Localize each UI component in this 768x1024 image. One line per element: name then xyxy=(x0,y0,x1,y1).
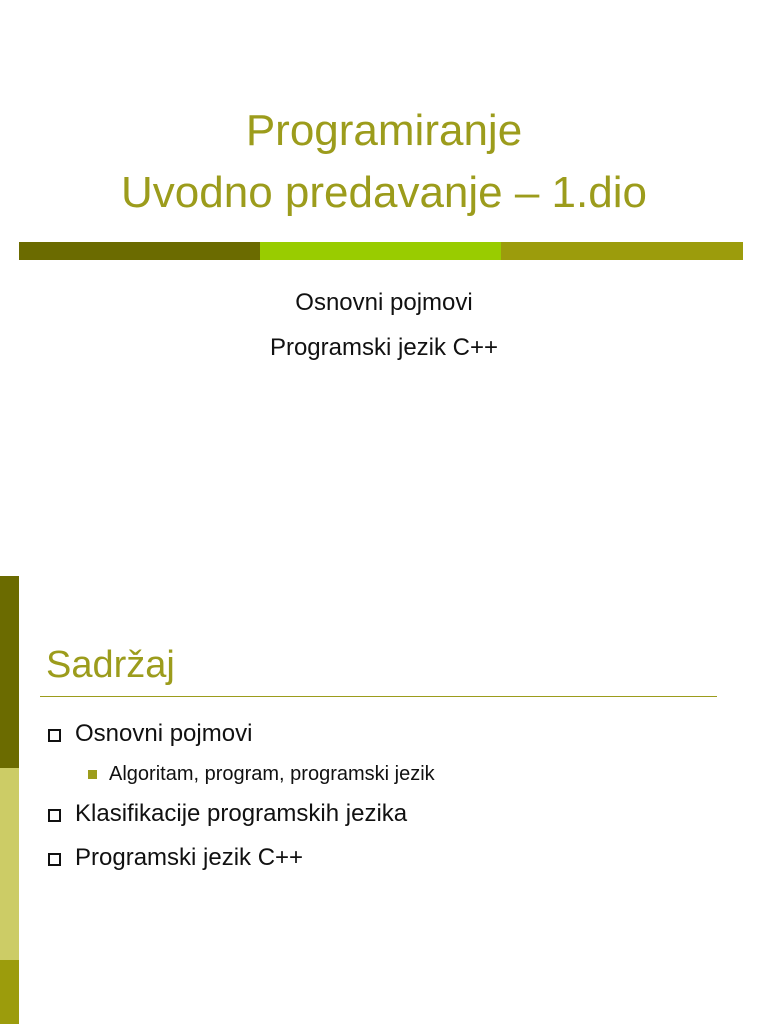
divider-stripe-lime xyxy=(260,242,501,260)
hollow-square-bullet-icon xyxy=(48,853,61,866)
list-item-text: Osnovni pojmovi xyxy=(75,720,253,747)
side-accent-bar-olive xyxy=(0,960,19,1024)
divider-stripe-dark xyxy=(19,242,260,260)
subtitle-line-2: Programski jezik C++ xyxy=(269,334,499,361)
list-item xyxy=(48,714,728,754)
side-accent-bar-dark xyxy=(0,576,19,768)
title-line-1: Programiranje xyxy=(245,106,523,155)
hollow-square-bullet-icon xyxy=(48,729,61,742)
list-item-sub xyxy=(48,758,728,790)
list-item-text: Programski jezik C++ xyxy=(75,844,304,871)
slide-1-title xyxy=(0,100,768,224)
title-underline xyxy=(40,696,717,697)
list-item-text: Klasifikacije programskih jezika xyxy=(75,800,408,827)
list-item xyxy=(48,794,728,834)
title-line-2: Uvodno predavanje – 1.dio xyxy=(121,168,647,217)
hollow-square-bullet-icon xyxy=(48,809,61,822)
divider-stripe-olive xyxy=(501,242,743,260)
bullet-list xyxy=(48,714,728,882)
slide-1-subtitle xyxy=(0,280,768,370)
list-item xyxy=(48,838,728,878)
list-item-text: Algoritam, program, programski jezik xyxy=(109,763,435,785)
filled-square-bullet-icon xyxy=(88,770,97,779)
side-accent-bar-pale xyxy=(0,768,19,960)
slide-2-title: Sadržaj xyxy=(46,644,175,686)
slide-2 xyxy=(0,576,768,1024)
subtitle-line-1: Osnovni pojmovi xyxy=(295,289,473,316)
